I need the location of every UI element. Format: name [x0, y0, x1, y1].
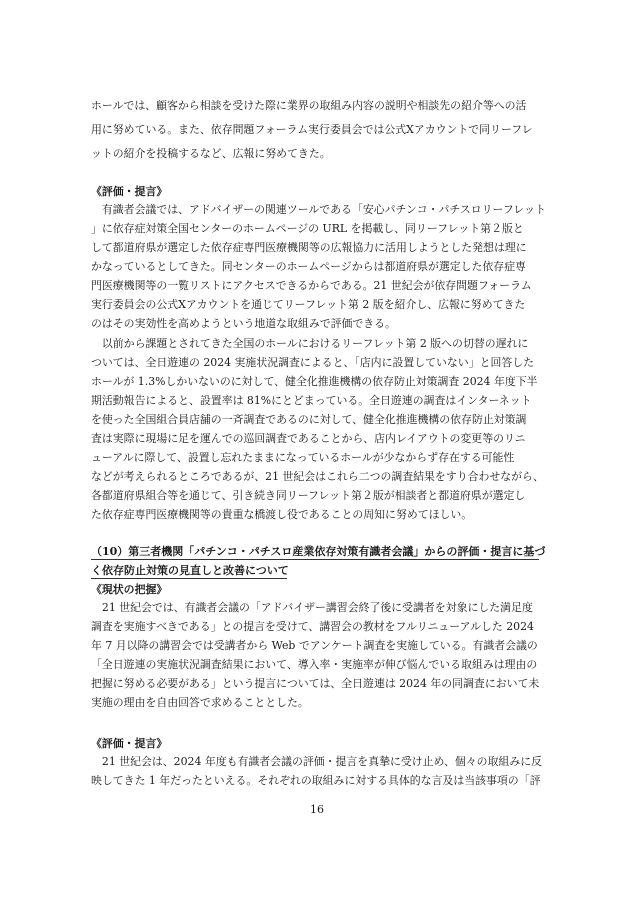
evaluation-line: ホールが 1.3%しかいないのに対して、健全化推進機構の依存防止対策調査 2024 年度下半 [91, 375, 538, 388]
section-title: く依存防止対策の見直しと改善について [91, 564, 289, 577]
evaluation-line: 」に依存症対策全国センターのホームページの URL を掲載し、同リーフレット第２版と [91, 222, 524, 235]
evaluation-line: 各都道府県組合等を通じて、引き続き同リーフレット第２版が相談者と都道府県が選定し [91, 489, 526, 502]
evaluation-line: 査は実際に現場に足を運んでの巡回調査であることから、店内レイアウトの変更等のリニ [91, 432, 526, 445]
status-line: 実施の理由を自由回答で求めることとした。 [91, 696, 309, 709]
evaluation-heading: 《評価・提言》 [91, 737, 168, 750]
evaluation-line: 映してきた 1 年だったといえる。それぞれの取組みに対する具体的な言及は当該事項の「評 [91, 774, 541, 787]
evaluation-line: 有識者会議では、アドバイザーの関連ツールである「安心パチンコ・パチスロリーフレット [91, 203, 546, 216]
intro-line: ットの紹介を投稿するなど、広報に努めてきた。 [91, 147, 331, 160]
status-line: 「全日遊連の実施状況調査結果において、導入率・実施率が伸び悩んでいる取組みは理由の [91, 658, 538, 671]
status-line: 21 世紀会では、有識者会議の「アドバイザー講習会終了後に受講者を対象にした満足度 [91, 601, 533, 614]
intro-line: ホールでは、顧客から相談を受けた際に業界の取組み内容の説明や相談先の紹介等への活 [91, 99, 527, 112]
evaluation-line: た依存症専門医療機関等の貴重な橋渡し役であることの周知に努めてほしい。 [91, 508, 473, 521]
evaluation-line: かなっているとしてきた。同センターのホームページからは都道府県が選定した依存症専 [91, 260, 526, 273]
evaluation-line: 実行委員会の公式Xアカウントを通じてリーフレット第 2 版を紹介し、広報に努めてきた [91, 298, 526, 311]
status-heading: 《現状の把握》 [91, 583, 168, 596]
intro-line: 用に努めている。また、依存問題フォーラム実行委員会では公式Xアカウントで同リーフレ [91, 123, 533, 136]
evaluation-line: 門医療機関等の一覧リストにアクセスできるからである。21 世紀会が依存問題フォーラム [91, 279, 532, 292]
status-line: 把握に努める必要がある」という提言については、全日遊連は 2024 年の同調査において未 [91, 677, 540, 690]
status-line: 年 7 月以降の講習会では受講者から Web でアンケート調査を実施している。有識者会議の [91, 639, 538, 652]
evaluation-line: のはその実効性を高めようという地道な取組みで評価できる。 [91, 317, 396, 330]
evaluation-line: を使った全国組合員店舗の一斉調査であるのに対して、健全化推進機構の依存防止対策調 [91, 413, 527, 426]
evaluation-line: 期活動報告によると、設置率は 81%にとどまっている。全日遊連の調査はインターネット [91, 394, 532, 407]
evaluation-line: ついては、全日遊連の 2024 実施状況調査によると、「店内に設置していない」と回答した [91, 356, 535, 369]
evaluation-heading: 《評価・提言》 [91, 185, 168, 198]
evaluation-line: などが考えられるところであるが、21 世紀会はこれら二つの調査結果をすり合わせながら、 [91, 470, 544, 483]
page-number: 16 [310, 803, 324, 816]
evaluation-line: して都道府県が選定した依存症専門医療機関等の広報協力に活用しようとした発想は理に [91, 241, 527, 254]
evaluation-line: ューアルに際して、設置し忘れたままになっているホールが少なからず存在する可能性 [91, 451, 515, 464]
section-title-underline [91, 559, 539, 560]
section-title: （10）第三者機関「パチンコ・パチスロ産業依存対策有識者会議」からの評価・提言に基づ [91, 545, 546, 558]
status-line: 調査を実施すべきである」との提言を受けて、講習会の教材をフルリニューアルした 2024 [91, 620, 534, 633]
evaluation-line: 以前から課題とされてきた全国のホールにおけるリーフレット第 2 版への切替の遅れに [91, 337, 529, 350]
section-title-underline [91, 578, 287, 579]
evaluation-line: 21 世紀会は、2024 年度も有識者会議の評価・提言を真摯に受け止め、個々の取組みに反 [91, 755, 543, 768]
